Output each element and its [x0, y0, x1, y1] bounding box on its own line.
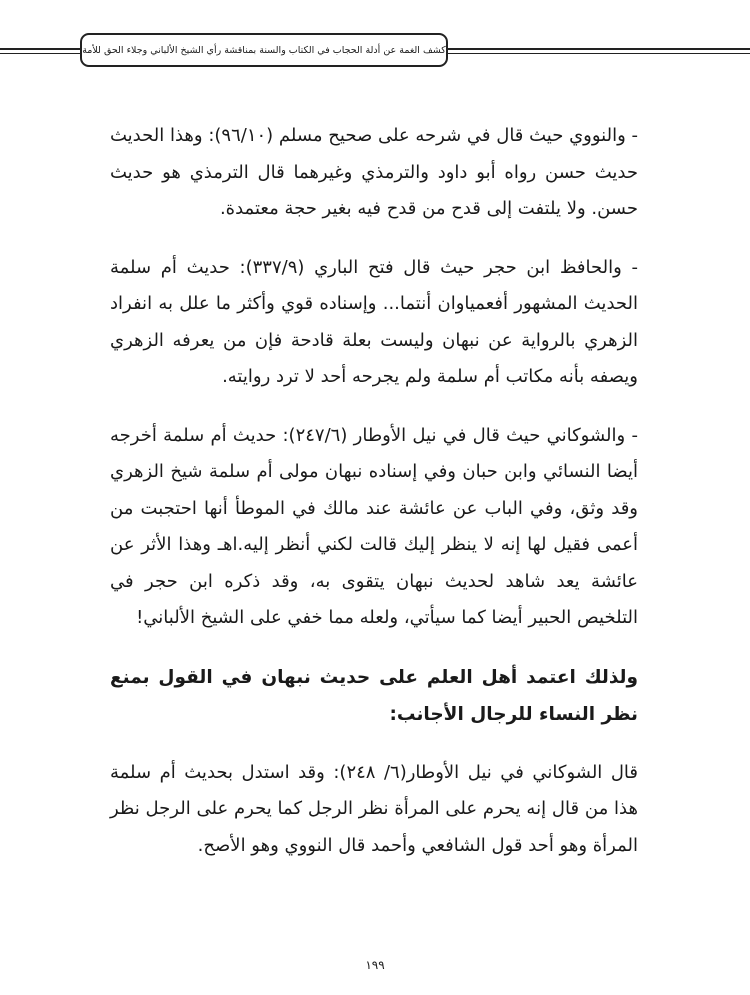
- paragraph-ibn-hajar: - والحافظ ابن حجر حيث قال فتح الباري (٣٣٧/٩): حديث أم سلمة الحديث المشهور أفعمياوان أنتما... وإسناده قوي وأكثر ما علل به انفراد الزهري بالرواية عن نبهان وليست بعلة قادحة فإن من يعرفه الزهري ويصفه بأنه مكاتب أم سلمة ولم يجرحه أحد لا ترد روايته.: [110, 256, 638, 387]
- paragraph-nawawi: - والنووي حيث قال في شرحه على صحيح مسلم (٩٦/١٠): وهذا الحديث حديث حسن رواه أبو داود والترمذي وغيرهما قال الترمذي هو حديث حسن. ولا يلتفت إلى قدح من قدح فيه بغير حجة معتمدة.: [110, 125, 639, 219]
- paragraph-section-lead: ولذلك اعتمد أهل العلم على حديث نبهان في القول بمنع نظر النساء للرجال الأجانب:: [110, 666, 638, 725]
- page-number: ١٩٩: [365, 958, 385, 972]
- paragraph-shawkani: - والشوكاني حيث قال في نيل الأوطار (٢٤٧/٦): حديث أم سلمة أخرجه أيضا النسائي وابن حبان وفي إسناده نبهان مولى أم سلمة شيخ الزهري وقد وثق، وفي الباب عن عائشة عند مالك في الموطأ أنها احتجبت من أعمى فقيل لها إنه لا ينظر إليك قالت لكني أنظر إليه.اهـ وهذا الأثر عن عائشة يعد شاهد لحديث نبهان يتقوى به، وقد ذكره ابن حجر في التلخيص الحبير أيضا كما سيأتي، ولعله مما خفي على الشيخ الألباني!: [110, 424, 638, 628]
- paragraph-shawkani-quote: قال الشوكاني في نيل الأوطار(٦/ ٢٤٨): وقد استدل بحديث أم سلمة هذا من قال إنه يحرم على المرأة نظر الرجل كما يحرم على الرجل نظر المرأة وهو أحد قول الشافعي وأحمد قال النووي وهو الأصح.: [110, 761, 638, 856]
- header-rule-left: [0, 48, 80, 50]
- page-body: [110, 118, 638, 886]
- header-rule-left-thin: [0, 53, 80, 54]
- running-header: كشف الغمة عن أدلة الحجاب في الكتاب والسنة بمناقشة رأي الشيخ الألباني وجلاء الحق للأمة: [80, 33, 448, 67]
- header-rule-right: [448, 48, 750, 50]
- header-rule-right-thin: [448, 53, 750, 54]
